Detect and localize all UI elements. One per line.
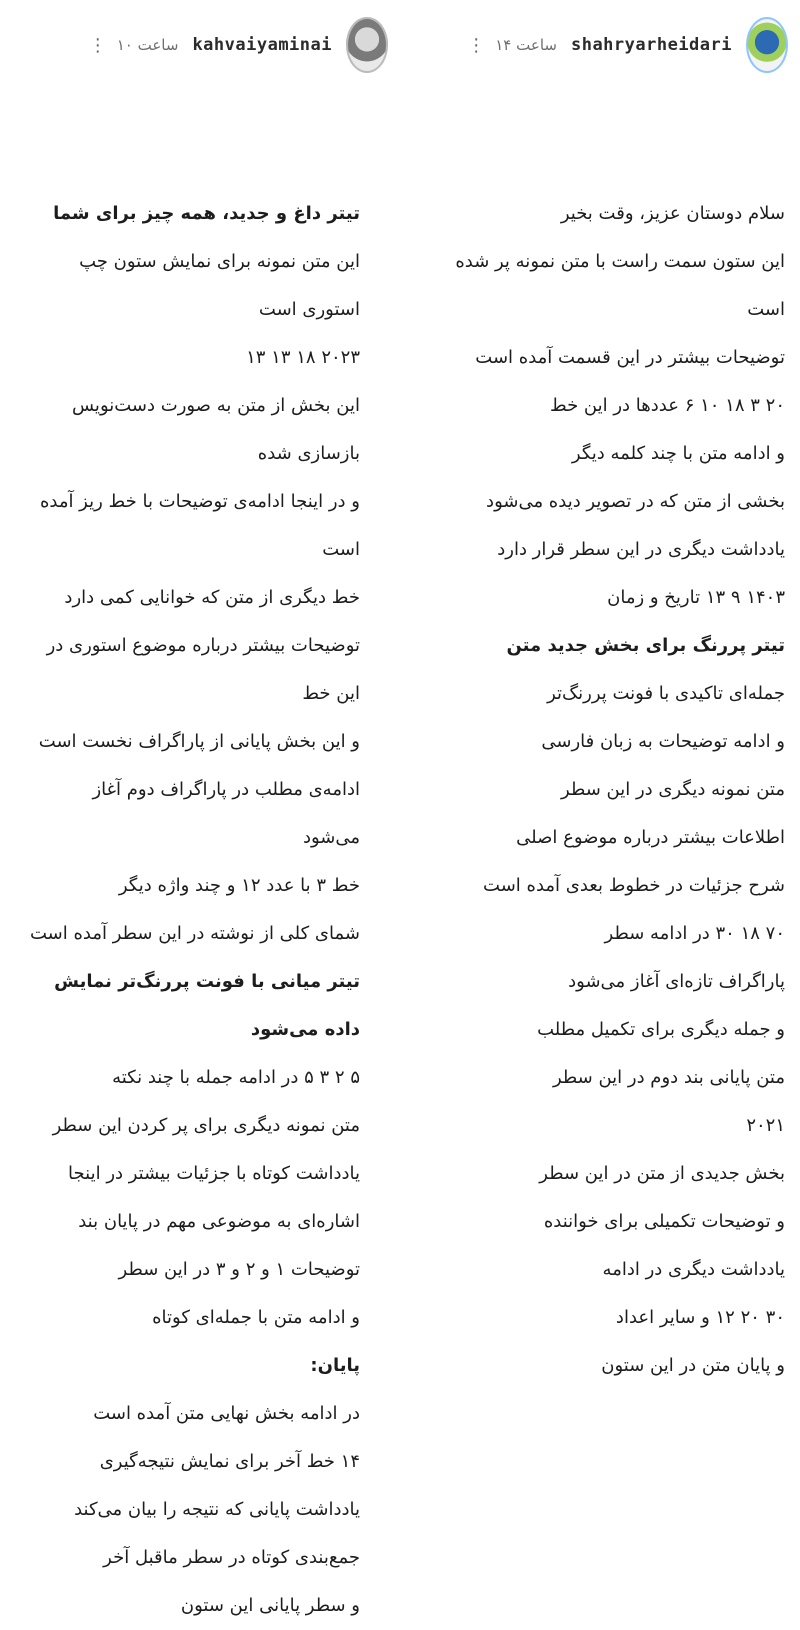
username[interactable]: kahvaiyaminai bbox=[192, 35, 332, 55]
text-line: متن پایانی بند دوم در این سطر bbox=[552, 1067, 785, 1088]
text-line: اشاره‌ای به موضوعی مهم در پایان بند bbox=[78, 1211, 360, 1232]
username[interactable]: shahryarheidari bbox=[570, 35, 732, 55]
text-line: و پایان متن در این ستون bbox=[601, 1355, 785, 1376]
text-line: ۲۰۲۱ bbox=[746, 1115, 785, 1136]
text-line: بخش جدیدی از متن در این سطر bbox=[539, 1163, 785, 1184]
text-line: ۲۰ ۳ ۱۸ ۱۰ ۶ عددها در این خط bbox=[549, 395, 785, 416]
text-line: و جمله دیگری برای تکمیل مطلب bbox=[537, 1019, 785, 1040]
text-line: ۱۴۰۳ ۹ ۱۳ تاریخ و زمان bbox=[607, 587, 785, 608]
text-line: ۵ ۲ ۳ ۵ در ادامه جمله با چند نکته bbox=[112, 1067, 360, 1088]
text-line: ۳۰ ۲۰ ۱۲ و سایر اعداد bbox=[615, 1307, 785, 1328]
text-line: توضیحات بیشتر درباره موضوع استوری در این خط bbox=[46, 635, 360, 704]
text-line: بخشی از متن که در تصویر دیده می‌شود bbox=[486, 491, 785, 512]
more-icon[interactable]: ⋮ bbox=[467, 34, 486, 56]
text-line: تیتر داغ و جدید، همه چیز برای شما bbox=[53, 203, 360, 224]
text-line: خط ۳ با عدد ۱۲ و چند واژه دیگر bbox=[118, 875, 360, 896]
story-header bbox=[0, 0, 800, 90]
avatar[interactable] bbox=[746, 17, 788, 73]
text-line: این بخش از متن به صورت دست‌نویس بازسازی شده bbox=[71, 395, 360, 464]
text-line: و سطر پایانی این ستون bbox=[180, 1595, 360, 1616]
text-line: و توضیحات تکمیلی برای خواننده bbox=[543, 1211, 785, 1232]
text-line: یادداشت دیگری در این سطر قرار دارد bbox=[497, 539, 785, 560]
text-line: جمع‌بندی کوتاه در سطر ماقبل آخر bbox=[103, 1547, 360, 1568]
text-line: توضیحات ۱ و ۲ و ۳ در این سطر bbox=[118, 1259, 360, 1280]
right-text-column bbox=[455, 190, 785, 1390]
text-line: یادداشت دیگری در ادامه bbox=[602, 1259, 785, 1280]
text-line: این ستون سمت راست با متن نمونه پر شده است bbox=[455, 251, 785, 320]
text-line: شمای کلی از نوشته در این سطر آمده است bbox=[29, 923, 360, 944]
text-line: ۲۰۲۳ ۱۸ ۱۳ ۱۳ bbox=[246, 347, 360, 368]
text-line: متن نمونه دیگری در این سطر bbox=[561, 779, 785, 800]
text-line: خط دیگری از متن که خوانایی کمی دارد bbox=[64, 587, 360, 608]
text-line: ۱۴ خط آخر برای نمایش نتیجه‌گیری bbox=[99, 1451, 360, 1472]
text-line: متن نمونه دیگری برای پر کردن این سطر bbox=[52, 1115, 360, 1136]
story-time: ۱۰ ساعت bbox=[116, 36, 179, 54]
text-line: اطلاعات بیشتر درباره موضوع اصلی bbox=[516, 827, 785, 848]
text-line: سلام دوستان عزیز، وقت بخیر bbox=[560, 203, 785, 224]
text-line: پایان: bbox=[310, 1355, 360, 1376]
text-line: تیتر پررنگ برای بخش جدید متن bbox=[506, 635, 785, 656]
text-line: و این بخش پایانی از پاراگراف نخست است bbox=[38, 731, 360, 752]
text-line: در ادامه بخش نهایی متن آمده است bbox=[93, 1403, 360, 1424]
text-line: توضیحات بیشتر در این قسمت آمده است bbox=[475, 347, 785, 368]
text-line: پاراگراف تازه‌ای آغاز می‌شود bbox=[568, 971, 785, 992]
text-line: یادداشت پایانی که نتیجه را بیان می‌کند bbox=[74, 1499, 360, 1520]
more-icon[interactable]: ⋮ bbox=[88, 34, 107, 56]
text-line: این متن نمونه برای نمایش ستون چپ استوری است bbox=[79, 251, 360, 320]
avatar[interactable] bbox=[346, 17, 388, 73]
left-text-column bbox=[30, 190, 360, 1630]
text-line: ادامه‌ی مطلب در پاراگراف دوم آغاز می‌شود bbox=[92, 779, 360, 848]
text-line: و ادامه متن با جمله‌ای کوتاه bbox=[152, 1307, 360, 1328]
text-line: و ادامه توضیحات به زبان فارسی bbox=[541, 731, 785, 752]
text-line: تیتر میانی با فونت پررنگ‌تر نمایش داده می‌شود bbox=[54, 971, 360, 1040]
story-content bbox=[0, 90, 800, 1616]
left-story-header[interactable] bbox=[0, 0, 400, 90]
text-line: ۷۰ ۱۸ ۳۰ در ادامه سطر bbox=[604, 923, 785, 944]
story-time: ۱۴ ساعت bbox=[495, 36, 557, 54]
text-line: یادداشت کوتاه با جزئیات بیشتر در اینجا bbox=[68, 1163, 360, 1184]
text-line: شرح جزئیات در خطوط بعدی آمده است bbox=[483, 875, 785, 896]
text-line: و ادامه متن با چند کلمه دیگر bbox=[571, 443, 785, 464]
text-line: جمله‌ای تاکیدی با فونت پررنگ‌تر bbox=[547, 683, 785, 704]
right-story-header[interactable] bbox=[400, 0, 800, 90]
text-line: و در اینجا ادامه‌ی توضیحات با خط ریز آمده است bbox=[39, 491, 360, 560]
